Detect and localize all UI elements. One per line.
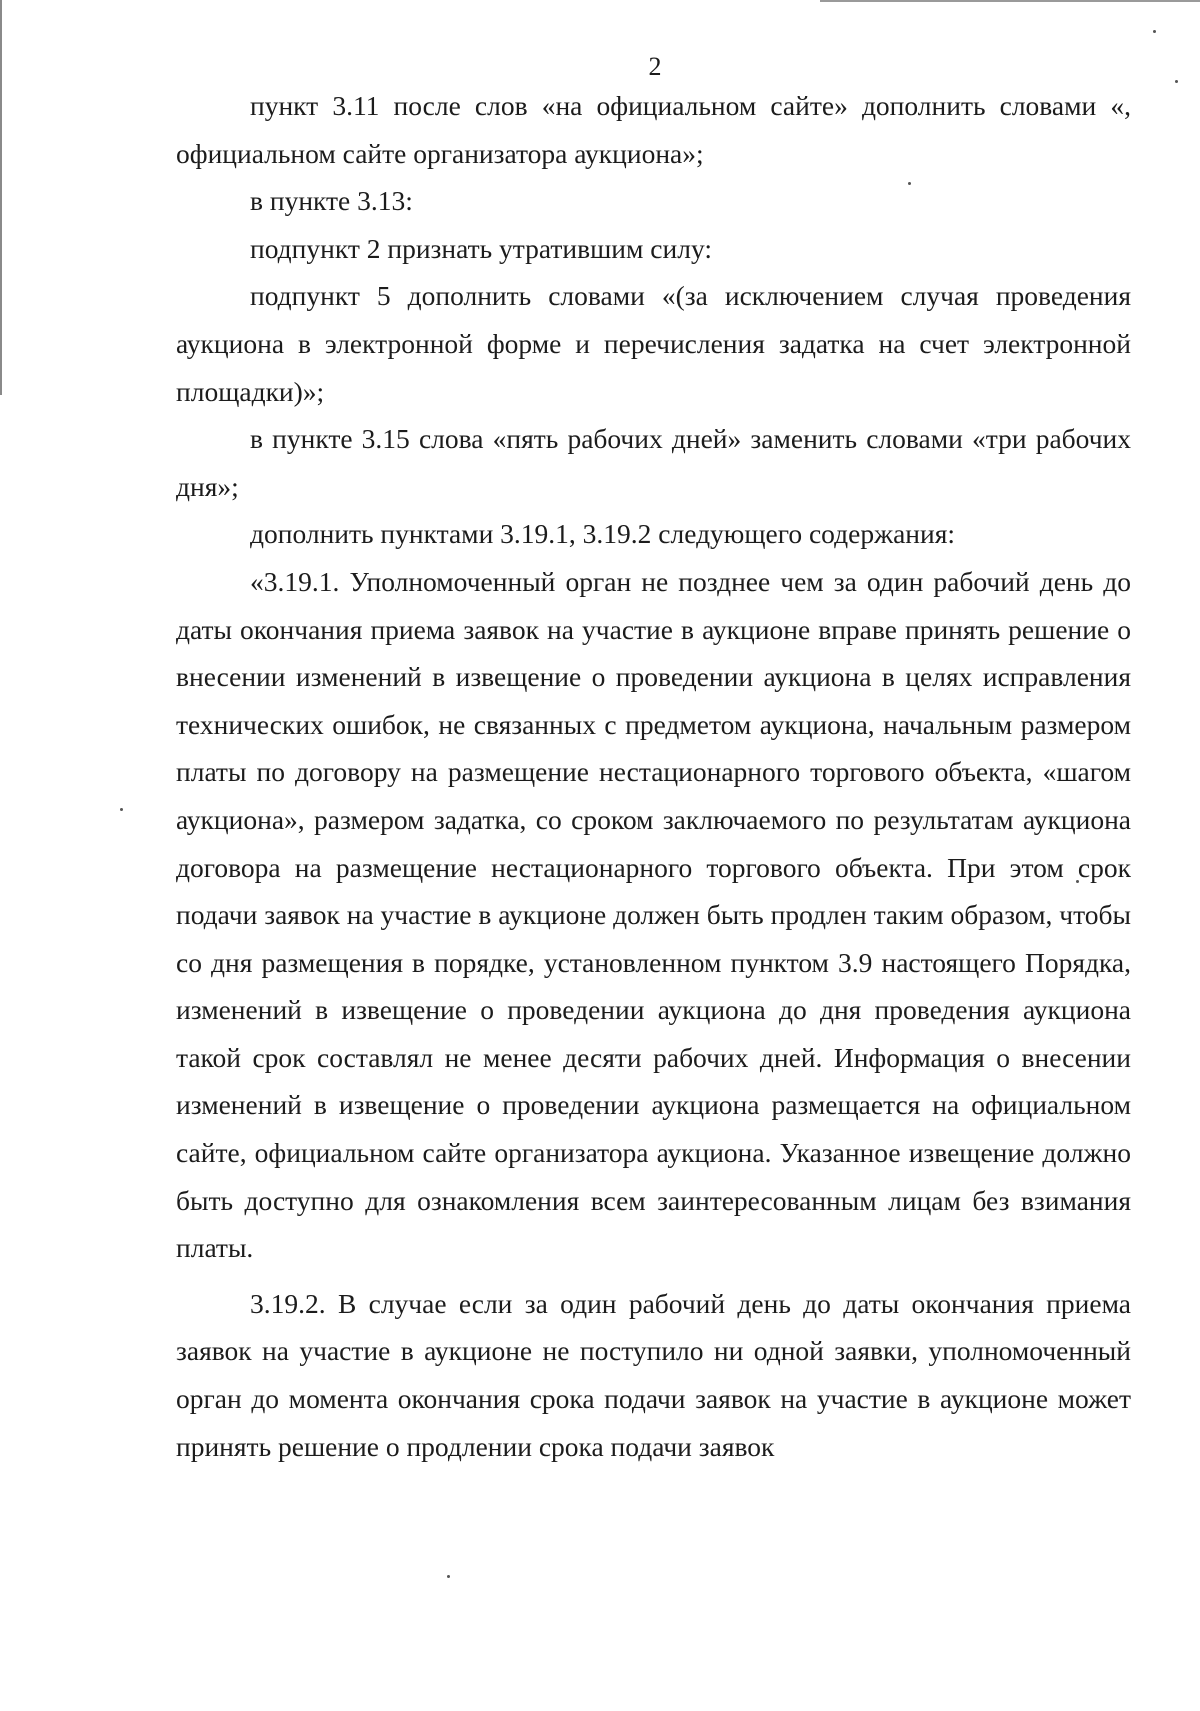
paragraph: подпункт 5 дополнить словами «(за исключением случая проведения аукциона в электронной форме и перечисления задатка на счет электронной площадки)»; xyxy=(176,280,1131,407)
scan-speck xyxy=(1153,30,1156,33)
scan-edge-line xyxy=(820,0,1200,2)
paragraph: дополнить пунктами 3.19.1, 3.19.2 следующего содержания: xyxy=(250,518,955,550)
document-body xyxy=(176,82,1131,1470)
paragraph: пункт 3.11 после слов «на официальном сайте» дополнить словами «, официальном сайте организатора аукциона»; xyxy=(176,90,1131,169)
paragraph: «3.19.1. Уполномоченный орган не позднее чем за один рабочий день до даты окончания приема заявок на участие в аукционе вправе принять решение о внесении изменений в извещение о проведении аукциона в целях исправления технических ошибок, не связанных с предметом аукциона, начальным размером платы по договору на размещение нестационарного торгового объекта, «шагом аукциона», размером задатка, со сроком заключаемого по результатам аукциона договора на размещение нестационарного торгового объекта. При этом срок подачи заявок на участие в аукционе должен быть продлен таким образом, чтобы со дня размещения в порядке, установленном пунктом 3.9 настоящего Порядка, изменений в извещение о проведении аукциона до дня проведения аукциона такой срок составлял не менее десяти рабочих дней. Информация о внесении изменений в извещение о проведении аукциона размещается на официальном сайте, официальном сайте организатора аукциона. Указанное извещение должно быть доступно для ознакомления всем заинтересованным лицам без взимания платы. xyxy=(176,565,1131,1264)
paragraph: в пункте 3.15 слова «пять рабочих дней» заменить словами «три рабочих дня»; xyxy=(176,423,1131,502)
paragraph: в пункте 3.13: xyxy=(250,185,413,217)
scan-speck xyxy=(120,808,123,811)
paragraph: 3.19.2. В случае если за один рабочий день до даты окончания приема заявок на участие в аукционе не поступило ни одной заявки, уполномоченный орган до момента окончания срока подачи заявок на участие в аукционе может принять решение о продлении срока подачи заявок xyxy=(176,1287,1131,1462)
paragraph: подпункт 2 признать утратившим силу: xyxy=(250,232,712,264)
scan-speck xyxy=(447,1575,450,1578)
page-number: 2 xyxy=(648,52,662,81)
